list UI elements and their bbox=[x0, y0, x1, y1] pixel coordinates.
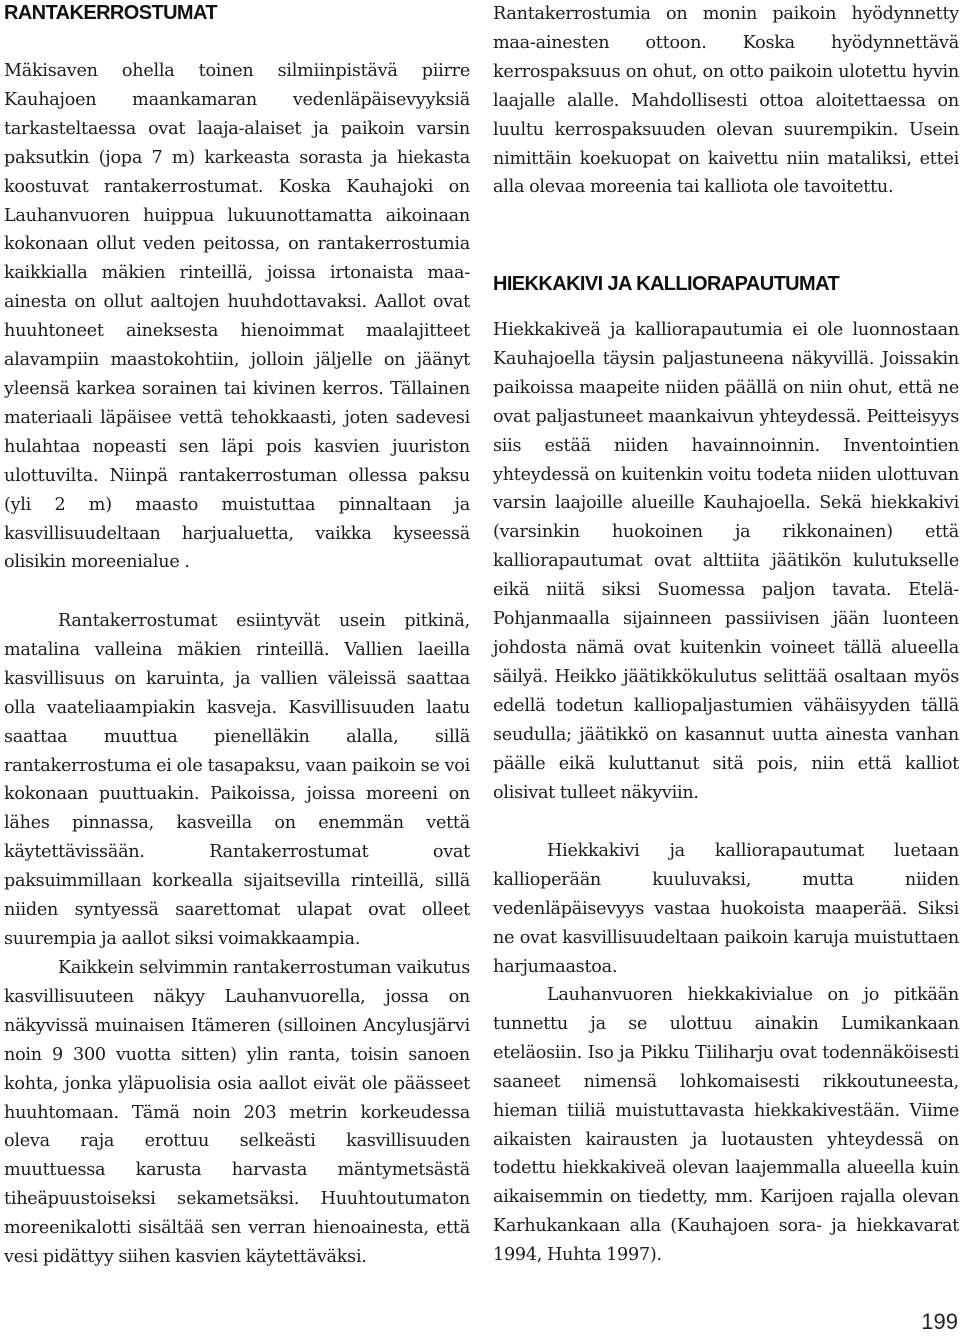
paragraph-right-3: Lauhanvuoren hiekkakivialue on jo pitkään tunnettu ja se ulottuu ainakin Lumikankaan eteläosiin. Iso ja Pikku Tiiliharju ovat todennäköisesti saaneet nimensä lohkomaisesti rikkoutuneesta, hieman tiiliä muistuttavasta hiekkakivestään. Viime aikaisten kairausten ja luotausten yhteydessä on todettu hiekkakiveä olevan laajemmalla alueella kuin aikaisemmin on tiedetty, mm. Karijoen rajalla olevan Karhukankaan alla (Kauhajoen sora- ja hiekkavarat 1994, Huhta 1997). bbox=[493, 985, 959, 1266]
paragraph-left-2: Rantakerrostumat esiintyvät usein pitkinä, matalina valleina mäkien rinteillä. Vallien laeilla kasvillisuus on karuinta, ja vallien väleissä saattaa olla vaateliaampiakin kasveja. Kasvillisuuden laatu saattaa muuttua pienelläkin alalla, sillä rantakerrostuma ei ole tasapaksu, vaan paikoin se voi kokonaan puuttuakin. Paikoissa, joissa moreeni on lähes pinnassa, kasveilla on enemmän vettä käytettävissään. Rantakerrostumat ovat paksuimmillaan korkealla sijaitsevilla rinteillä, sillä niiden syntyessä saarettomat ulapat ovat olleet suurempia ja aallot siksi voimakkaampia. bbox=[4, 611, 470, 949]
paragraph-right-intro: Rantakerrostumia on monin paikoin hyödynnetty maa-ainesten ottoon. Koska hyödynnettävä kerrospaksuus on ohut, on otto paikoin ulotettu hyvin laajalle alalle. Mahdollisesti ottoa aloitettaessa on luultu kerrospaksuuden olevan suurempikin. Usein nimittäin koekuopat on kaivettu niin mataliksi, ettei alla olevaa moreenia tai kalliota ole tavoitettu. bbox=[493, 4, 959, 198]
page-number: 199 bbox=[921, 1309, 958, 1334]
paragraph-right-1: Hiekkakiveä ja kalliorapautumia ei ole luonnostaan Kauhajoella täysin paljastuneena näkyvillä. Joissakin paikoissa maapeite niiden päällä on niin ohut, että ne ovat paljastuneet maankaivun yhteydessä. Peitteisyys siis estää niiden havainnoinnin. Inventointien yhteydessä on kuitenkin voitu todeta niiden ulottuvan varsin laajoille alueille Kauhajoella. Sekä hiekkakivi (varsinkin huokoinen ja rikkonainen) että kalliorapautumat ovat alttiita jäätikön kulutukselle eikä niitä siksi Suomessa paljon tavata. Etelä-Pohjanmaalla sijainneen passiivisen jään luonteen johdosta nämä ovat kuitenkin voineet tällä alueella säilyä. Heikko jäätikkökulutus selittää osaltaan myös edellä todetun kalliopaljastumien vähäisyyden tällä seudulla; jäätikkö on kasannut uutta ainesta vanhan päälle eikä kuluttanut sitä pois, niin että kalliot olisivat tulleet näkyviin. bbox=[493, 320, 959, 803]
section-heading-hiekkakivi: HIEKKAKIVI JA KALLIORAPAUTUMAT bbox=[493, 273, 840, 295]
paragraph-left-3: Kaikkein selvimmin rantakerrostuman vaikutus kasvillisuuteen näkyy Lauhanvuorella, jossa on näkyvissä muinaisen Itämeren (silloinen Ancylusjärvi noin 9 300 vuotta sitten) ylin ranta, toisin sanoen kohta, jonka yläpuolisia osia aallot eivät ole päässeet huuhtomaan. Tämä noin 203 metrin korkeudessa oleva raja erottuu selkeästi kasvillisuuden muuttuessa karusta harvasta mäntymetsästä tiheäpuustoiseksi sekametsäksi. Huuhtoutumaton moreenikalotti sisältää sen verran hienoainesta, että vesi pidättyy siihen kasvien käytettäväksi. bbox=[4, 958, 470, 1268]
section-heading-rantakerrostumat: RANTAKERROSTUMAT bbox=[4, 2, 217, 24]
paragraph-left-1: Mäkisaven ohella toinen silmiinpistävä piirre Kauhajoen maankamaran vedenläpäisevyyksiä tarkasteltaessa ovat laaja-alaiset ja paikoin varsin paksutkin (jopa 7 m) karkeasta sorasta ja hiekasta koostuvat rantakerrostumat. Koska Kauhajoki on Lauhanvuoren huippua lukuunottamatta aikoinaan kokonaan ollut veden peitossa, on rantakerrostumia kaikkialla mäkien rinteillä, joissa irtonaista maa-ainesta on ollut aaltojen huuhdottavaksi. Aallot ovat huuhtoneet aineksesta hienoimmat maalajitteet alavampiin maastokohtiin, jolloin jäljelle on jäänyt yleensä karkea sorainen tai kivinen kerros. Tällainen materiaali läpäisee vettä tehokkaasti, joten sadevesi hulahtaa nopeasti sen läpi pois kasvien juuriston ulottuvilta. Niinpä rantakerrostuman ollessa paksu (yli 2 m) maasto muistuttaa pinnaltaan ja kasvillisuudeltaan harjualuetta, vaikka kyseessä olisikin moreenialue . bbox=[4, 61, 470, 573]
paragraph-right-2: Hiekkakivi ja kalliorapautumat luetaan kallioperään kuuluvaksi, mutta niiden vedenläpäisevyys vastaa huokoista maaperää. Siksi ne ovat kasvillisuudeltaan paikoin karuja muistuttaen harjumaastoa. bbox=[493, 841, 959, 977]
